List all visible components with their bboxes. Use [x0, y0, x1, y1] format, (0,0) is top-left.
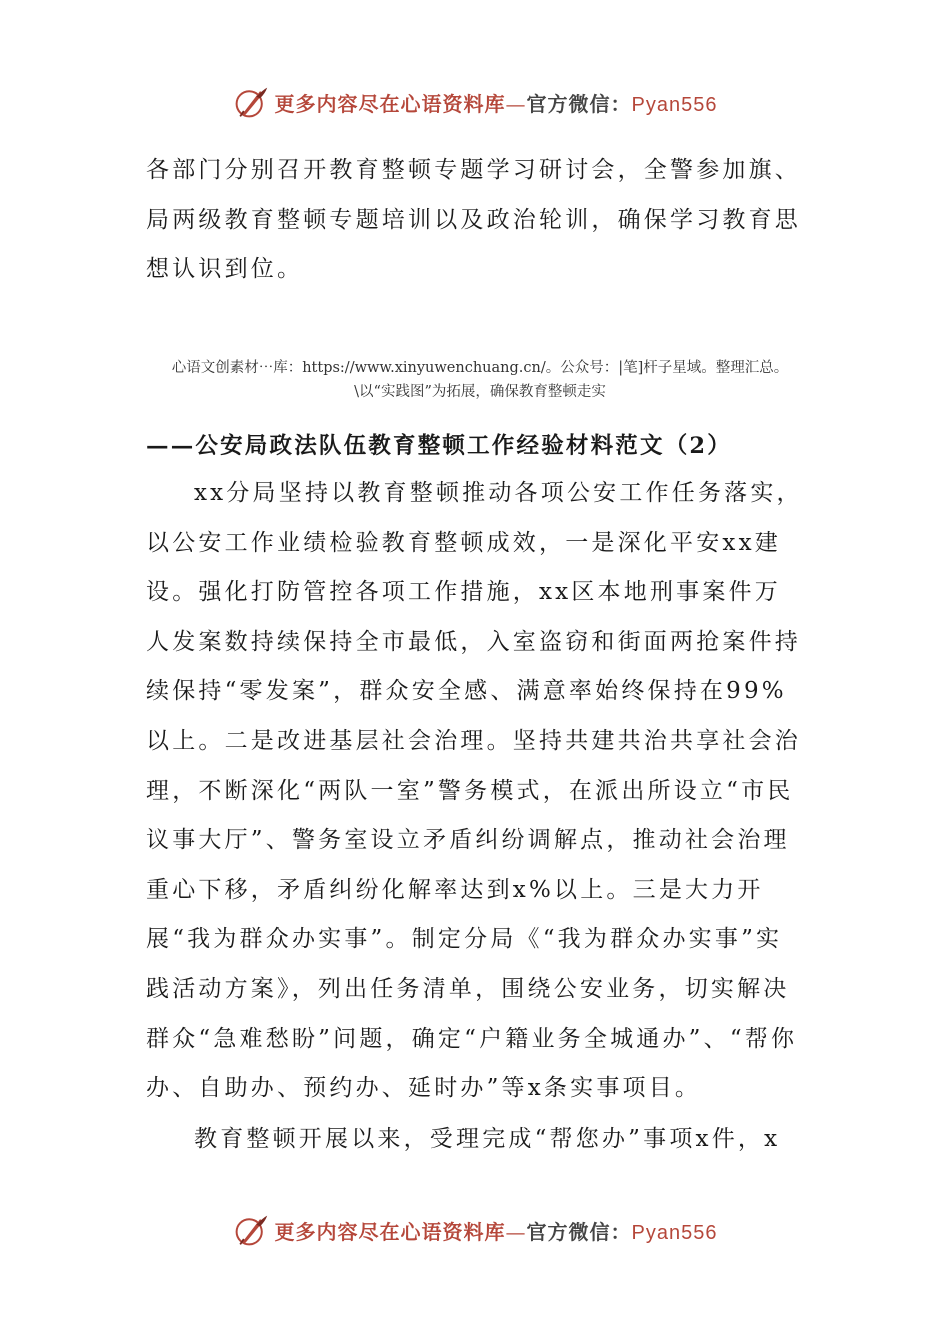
paragraph-3: 教育整顿开展以来，受理完成“帮您办”事项x件，x [194, 1126, 781, 1152]
source-note-line-1: 心语文创素材⋯库：https://www.xinyuwenchuang.cn/。公众号：|笔]杆子星域。整理汇总。 [171, 360, 789, 376]
source-note [100, 356, 860, 404]
header-banner [0, 82, 950, 122]
source-note-line-2: \以“实践图”为拓展，确保教育整顿走实 [354, 384, 606, 400]
banner-wechat-id: Pyan556 [631, 1221, 718, 1244]
section-title: ——公安局政法队伍教育整顿工作经验材料范文（2） [146, 433, 732, 459]
banner-wechat-id: Pyan556 [631, 93, 718, 116]
quill-pen-logo-icon [233, 84, 269, 120]
banner-separator: — [505, 91, 527, 116]
banner-site-name: 更多内容尽在心语资料库 [274, 1219, 506, 1244]
footer-banner [0, 1210, 950, 1250]
paragraph-1: 各部门分别召开教育整顿专题学习研讨会，全警参加旗、局两级教育整顿专题培训以及政治轮训，确保学习教育思想认识到位。 [146, 157, 801, 283]
banner-text [275, 88, 718, 117]
paragraph-2: xx分局坚持以教育整顿推动各项公安工作任务落实，以公安工作业绩检验教育整顿成效，一是深化平安xx建设。强化打防管控各项工作措施，xx区本地刑事案件万人发案数持续保持全市最低，入室盗窃和街面两抢案件持续保持“零发案”，群众安全感、满意率始终保持在99%以上。二是改进基层社会治理。坚持共建共治共享社会治理，不断深化“两队一室”警务模式，在派出所设立“市民议事大厅”、警务室设立矛盾纠纷调解点，推动社会治理重心下移，矛盾纠纷化解率达到x%以上。三是大力开展“我为群众办实事”。制定分局《“我为群众办实事”实践活动方案》，列出任务清单，围绕公安业务，切实解决群众“急难愁盼”问题，确定“户籍业务全城通办”、“帮你办、自助办、预约办、延时办”等x条实事项目。 [146, 480, 803, 1102]
banner-text [275, 1216, 718, 1245]
banner-wechat-label: 官方微信： [526, 1219, 632, 1244]
banner-separator: — [505, 1219, 527, 1244]
banner-site-name: 更多内容尽在心语资料库 [274, 91, 506, 116]
banner-wechat-label: 官方微信： [526, 91, 632, 116]
quill-pen-logo-icon [233, 1212, 269, 1248]
